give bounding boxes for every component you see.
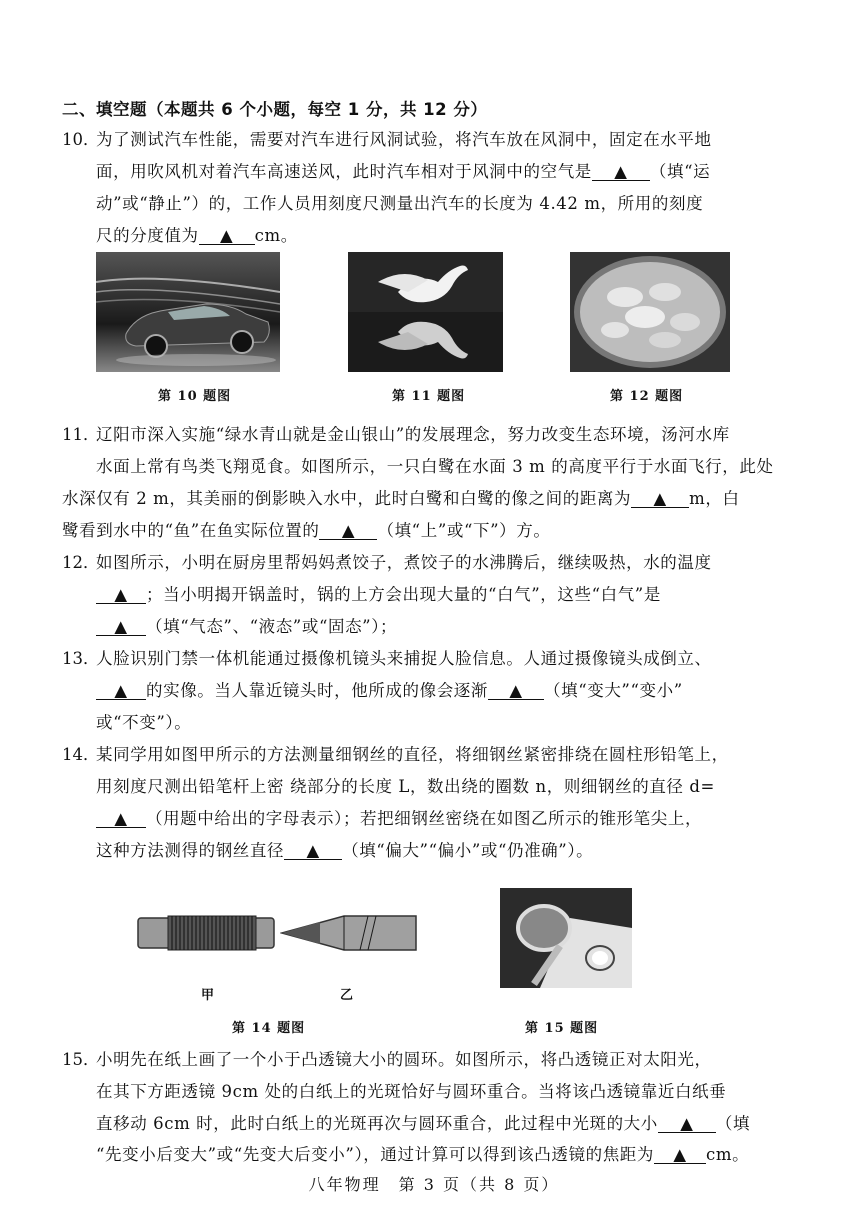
egret-photo (348, 252, 503, 372)
figure-caption: 第 10 题图 (158, 389, 232, 404)
cone-tip-wire-figure (280, 908, 420, 958)
q13-text: 的实像。当人靠近镜头时，他所成的像会逐渐 (146, 681, 488, 700)
q13-text: （填“变大”“变小” (544, 681, 683, 700)
question-number: 14． (62, 745, 100, 764)
figure-caption: 第 12 题图 (610, 389, 684, 404)
coiled-wire-pencil-figure (136, 908, 276, 958)
answer-blank[interactable]: ▲ (96, 810, 146, 828)
convex-lens-photo (500, 888, 632, 988)
q12-text: （填“气态”、“液态”或“固态”）； (146, 617, 398, 636)
figure-caption: 第 14 题图 (232, 1021, 306, 1036)
q15-text: “先变小后变大”或“先变大后变小”），通过计算可以得到该凸透镜的焦距为 (96, 1145, 654, 1164)
q13-line: 或“不变”）。 (96, 713, 192, 732)
question-number: 13． (62, 649, 100, 668)
q11-text: m，白 (689, 489, 740, 508)
q10-text: 尺的分度值为 (96, 226, 199, 245)
q10-line (96, 158, 710, 182)
answer-blank[interactable]: ▲ (96, 682, 146, 700)
figure-label-yi: 乙 (340, 988, 355, 1003)
answer-blank[interactable]: ▲ (488, 682, 544, 700)
q13-line (96, 677, 683, 701)
q15-line (96, 1110, 750, 1134)
q11-text: 鹭看到水中的“鱼”在鱼实际位置的 (62, 521, 320, 540)
q15-line: 小明先在纸上画了一个小于凸透镜大小的圆环。如图所示，将凸透镜正对太阳光， (96, 1050, 712, 1069)
q12-text: ；当小明揭开锅盖时，锅的上方会出现大量的“白气”，这些“白气”是 (146, 585, 661, 604)
q15-text: （填 (715, 1114, 751, 1133)
question-number: 15． (62, 1050, 100, 1069)
answer-blank[interactable]: ▲ (658, 1115, 716, 1133)
figure-label-jia: 甲 (201, 988, 216, 1003)
dumplings-photo (570, 252, 730, 372)
page-footer: 八年物理 第 3 页（共 8 页） (308, 1175, 560, 1194)
answer-blank[interactable]: ▲ (284, 842, 342, 860)
section-heading: 二、填空题（本题共 6 个小题，每空 1 分，共 12 分） (62, 100, 488, 119)
answer-blank[interactable]: ▲ (319, 522, 377, 540)
q12-line (96, 613, 397, 637)
q14-text: （填“偏大”“偏小”或“仍准确”）。 (342, 841, 594, 860)
q11-line (62, 517, 550, 541)
q11-line (62, 485, 740, 509)
answer-blank[interactable]: ▲ (654, 1146, 706, 1164)
q11-text: 水深仅有 2 m，其美丽的倒影映入水中，此时白鹭和白鹭的像之间的距离为 (62, 489, 632, 508)
q10-line: 为了测试汽车性能，需要对汽车进行风洞试验，将汽车放在风洞中，固定在水平地 (96, 130, 712, 149)
q12-line: 如图所示，小明在厨房里帮妈妈煮饺子，煮饺子的水沸腾后，继续吸热，水的温度 (96, 553, 712, 572)
q11-line: 水面上常有鸟类飞翔觅食。如图所示，一只白鹭在水面 3 m 的高度平行于水面飞行，此处 (96, 457, 774, 476)
q10-text: cm。 (254, 226, 298, 245)
q14-text: （用题中给出的字母表示）；若把细钢丝密绕在如图乙所示的锥形笔尖上， (146, 809, 703, 828)
q15-text: cm。 (706, 1145, 750, 1164)
q13-line: 人脸识别门禁一体机能通过摄像机镜头来捕捉人脸信息。人通过摄像镜头成倒立、 (96, 649, 712, 668)
q14-line (96, 805, 702, 829)
answer-blank[interactable]: ▲ (96, 618, 146, 636)
answer-blank[interactable]: ▲ (199, 227, 255, 245)
q10-line: 动”或“静止”）的，工作人员用刻度尺测量出汽车的长度为 4.42 m，所用的刻度 (96, 194, 704, 213)
q10-text: 面，用吹风机对着汽车高速送风，此时汽车相对于风洞中的空气是 (96, 162, 592, 181)
question-number: 10． (62, 130, 100, 149)
q10-line (96, 222, 298, 246)
q14-line: 用刻度尺测出铅笔杆上密 绕部分的长度 L，数出绕的圈数 n，则细钢丝的直径 d= (96, 777, 715, 796)
figure-caption: 第 15 题图 (525, 1021, 599, 1036)
q11-text: （填“上”或“下”）方。 (377, 521, 551, 540)
q14-line (96, 837, 593, 861)
q11-line: 辽阳市深入实施“绿水青山就是金山银山”的发展理念，努力改变生态环境，汤河水库 (96, 425, 730, 444)
figure-caption: 第 11 题图 (392, 389, 466, 404)
car-photo (96, 252, 280, 372)
q12-line (96, 581, 661, 605)
q15-text: 直移动 6cm 时，此时白纸上的光斑再次与圆环重合，此过程中光斑的大小 (96, 1114, 658, 1133)
q10-text: （填“运 (649, 162, 711, 181)
q15-line: 在其下方距透镜 9cm 处的白纸上的光斑恰好与圆环重合。当将该凸透镜靠近白纸垂 (96, 1082, 727, 1101)
q14-line: 某同学用如图甲所示的方法测量细钢丝的直径，将细钢丝紧密排绕在圆柱形铅笔上， (96, 745, 729, 764)
question-number: 11． (62, 425, 100, 444)
answer-blank[interactable]: ▲ (96, 586, 146, 604)
question-number: 12． (62, 553, 100, 572)
answer-blank[interactable]: ▲ (631, 490, 689, 508)
answer-blank[interactable]: ▲ (592, 163, 650, 181)
q14-text: 这种方法测得的钢丝直径 (96, 841, 285, 860)
q15-line (96, 1141, 749, 1165)
